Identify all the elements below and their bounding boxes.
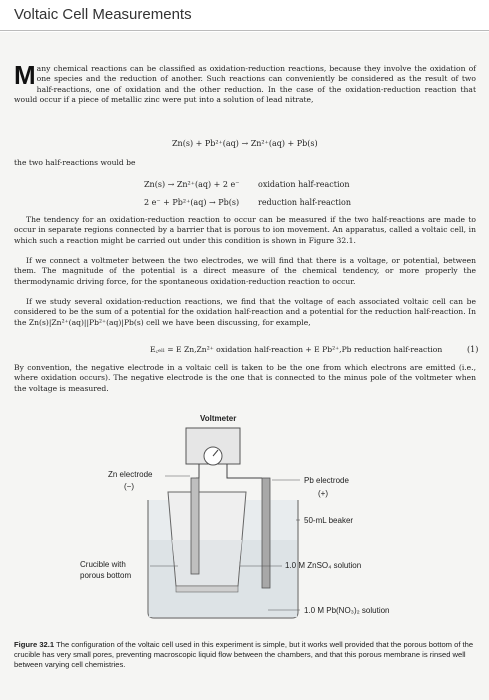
zn-electrode-strip	[191, 478, 199, 574]
oxidation-equation: Zn(s) → Zn²⁺(aq) + 2 e⁻	[144, 180, 240, 189]
zn-wire	[196, 464, 199, 478]
caption-text: The configuration of the voltaic cell used in this experiment is simple, but it works well provided that the porous bottom of the crucible has very small pores, preventing macroscopic liquid flow between the chambers, and that this porous membrane is rinsed well between varying cell chemistries.	[14, 640, 474, 669]
znso4-liquid	[172, 540, 242, 585]
voltmeter-label: Voltmeter	[200, 414, 237, 423]
figure-caption	[14, 640, 476, 670]
crucible-label: Crucible with	[80, 560, 126, 569]
pb-electrode-strip	[262, 478, 270, 588]
reduction-equation: 2 e⁻ + Pb²⁺(aq) → Pb(s)	[144, 198, 240, 207]
paragraph-sum: If we study several oxidation-reduction reactions, we find that the voltage of each associated voltaic cell can be considered to be the sum of a potential for the oxidation half-reaction and a potential for the reduction half-reaction. In the Zn(s)|Zn²⁺(aq)||Pb²⁺(aq)|Pb(s) cell we have been discussing, for example,	[14, 297, 476, 327]
caption-label: Figure 32.1	[14, 640, 55, 649]
pbno3-label: 1.0 M Pb(NO₃)₂ solution	[304, 606, 390, 615]
paragraph-convention: By convention, the negative electrode in a voltaic cell is taken to be the one from which electrons are emitted (i.e., where oxidation occurs). The negative electrode is the one that is connected to the minus pole of the voltmeter when the voltage is measured.	[14, 363, 476, 393]
znso4-label: 1.0 M ZnSO₄ solution	[285, 561, 362, 570]
porous-bottom	[176, 586, 238, 592]
pb-sign-label: (+)	[318, 489, 328, 498]
overall-equation: Zn(s) + Pb²⁺(aq) → Zn²⁺(aq) + Pb(s)	[172, 139, 318, 148]
intro-text: any chemical reactions can be classified as oxidation-reduction reactions, because they involve the oxidation of one species and the reduction of another. Such reactions can conveniently be considered as the result of two half-reactions, one of oxidation and the other reduction. In the case of the oxidation-reduction reaction that would occur if a piece of metallic zinc were put into a solution of lead nitrate,	[14, 64, 476, 104]
pb-wire	[227, 464, 262, 478]
zn-sign-label: (−)	[124, 482, 134, 491]
oxidation-label: oxidation half-reaction	[258, 180, 350, 189]
page-title: Voltaic Cell Measurements	[14, 6, 192, 23]
equation-1-number: (1)	[467, 345, 479, 354]
paragraph-tendency: The tendency for an oxidation-reduction reaction to occur can be measured if the two half-reactions are made to occur in separate regions connected by a barrier that is porous to ion movement. An apparatus, called a voltaic cell, in which such a reaction might be carried out under this condition is shown in Figure 32.1.	[14, 215, 476, 245]
crucible-label-2: porous bottom	[80, 571, 132, 580]
pb-electrode-label: Pb electrode	[304, 476, 349, 485]
drop-cap: M	[14, 60, 36, 90]
half-reactions-intro: the two half-reactions would be	[14, 158, 136, 167]
equation-1: E꜀ₑₗₗ = E Zn,Zn²⁺ oxidation half-reaction + E Pb²⁺,Pb reduction half-reaction	[150, 345, 443, 354]
beaker-label: 50-mL beaker	[304, 516, 354, 525]
zn-electrode-label: Zn electrode	[108, 470, 153, 479]
reduction-label: reduction half-reaction	[258, 198, 352, 207]
paragraph-voltmeter: If we connect a voltmeter between the two electrodes, we will find that there is a voltage, or potential, between them. The magnitude of the potential is a direct measure of the chemical tendency, or more properly the thermodynamic driving force, for the spontaneous oxidation-reduction reaction to occur.	[14, 256, 476, 286]
